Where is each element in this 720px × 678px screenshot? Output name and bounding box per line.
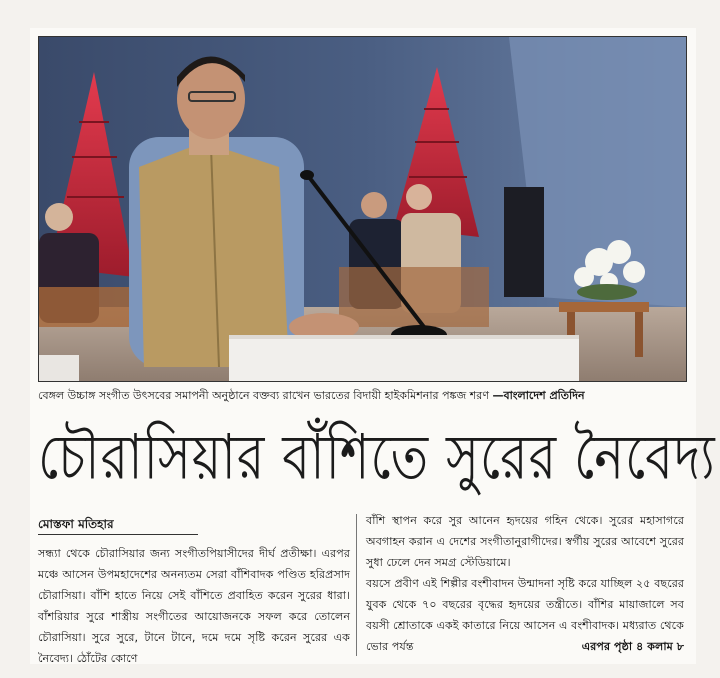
article-paragraph-text: বয়সে প্রবীণ এই শিল্পীর বংশীবাদন উন্মাদনা সৃষ্টি করে যাচ্ছিল ২৫ বছরের যুবক থেকে ৭০ বছরের বৃদ্ধের হৃদয়ের তন্ত্রীতে। বাঁশির মায়াজালে সব বয়সী শ্রোতাকে একই কাতারে নিয়ে আসেন এ বংশীবাদক। মধ্যরাত থেকে ভোর পর্যন্ত [366, 577, 684, 653]
photo-illustration [39, 37, 686, 381]
article-column-right [366, 510, 684, 660]
byline: মোস্তফা মতিহার [38, 514, 198, 535]
column-divider [356, 514, 357, 656]
caption-text: বেঙ্গল উচ্চাঙ্গ সংগীত উৎসবের সমাপনী অনুষ্ঠানে বক্তব্য রাখেন ভারতের বিদায়ী হাইকমিশনার পঙ্কজ শরণ [38, 389, 489, 402]
jump-reference: এরপর পৃষ্ঠা ৪ কলাম ৮ [581, 640, 684, 653]
newspaper-clipping [30, 28, 716, 665]
news-photo [38, 36, 687, 382]
article-paragraph [366, 573, 684, 657]
article-paragraph: সন্ধ্যা থেকে চৌরাসিয়ার জন্য সংগীতপিয়াসীদের দীর্ঘ প্রতীক্ষা। এরপর মঞ্চে আসেন উপমহাদেশের অনন্যতম সেরা বাঁশিবাদক পণ্ডিত হরিপ্রসাদ চৌরাসিয়া। বাঁশি হাতে নিয়ে সেই বাঁশিতে প্রবাহিত করেন সুরের ধারা। বাঁশরিয়ার সুরে শাস্ত্রীয় সংগীতের আয়োজনকে সফল করে তোলেন চৌরাসিয়া। সুরে সুরে, টানে টানে, দমে দমে সৃষ্টি করেন সুরের এক নৈবেদ্য। ঠোঁটের কোণে [38, 547, 350, 665]
caption-credit: —বাংলাদেশ প্রতিদিন [492, 389, 585, 402]
article-paragraph: বাঁশি স্থাপন করে সুর আনেন হৃদয়ের গহিন থেকে। সুরের মহাসাগরে অবগাহন করান এ দেশের সংগীতানুরাগীদের। স্বর্গীয় সুরের আবেশে সুরের সুধা ঢেলে দেন সমগ্র স্টেডিয়ামে। [366, 514, 684, 569]
headline: চৌরাসিয়ার বাঁশিতে সুরের নৈবেদ্য [38, 420, 716, 494]
article-column-left [38, 543, 350, 665]
